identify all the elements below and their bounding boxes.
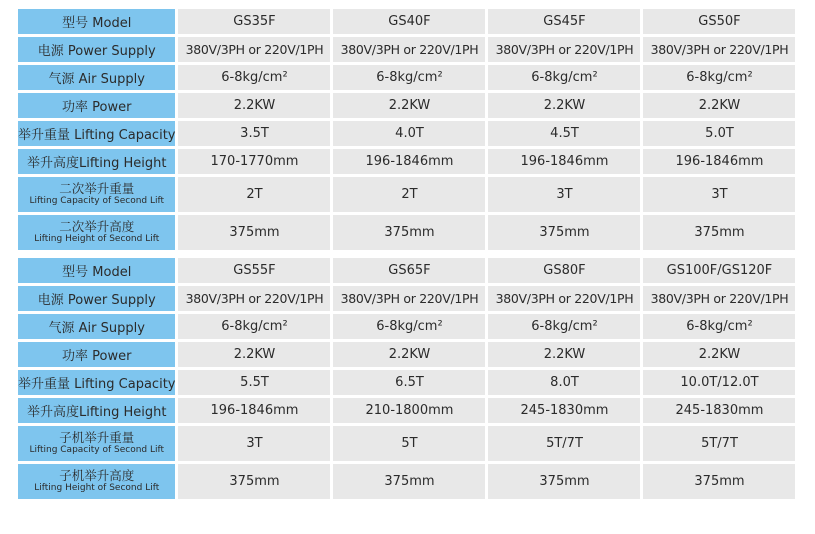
table-body (18, 258, 795, 499)
row-label-sub: Lifting Height of Second Lift (34, 234, 160, 244)
table-cell: 6-8kg/cm² (643, 65, 795, 90)
table-cell: GS50F (643, 9, 795, 34)
table-row (18, 121, 795, 146)
table-cell: 2.2KW (488, 93, 640, 118)
table-cell: 2.2KW (333, 93, 485, 118)
table-cell: GS80F (488, 258, 640, 283)
table-cell: 5T (333, 426, 485, 461)
row-label (18, 177, 175, 212)
table-cell: 196-1846mm (178, 398, 330, 423)
table-cell: 5.5T (178, 370, 330, 395)
row-label-main: 子机举升高度 (59, 468, 135, 483)
table-cell: GS100F/GS120F (643, 258, 795, 283)
table-cell: 210-1800mm (333, 398, 485, 423)
row-label-main: 二次举升重量 (59, 181, 135, 196)
table-cell: 245-1830mm (643, 398, 795, 423)
table-row (18, 370, 795, 395)
table-cell: 380V/3PH or 220V/1PH (333, 286, 485, 311)
table-cell: 2T (178, 177, 330, 212)
spec-table-2 (15, 255, 798, 502)
table-row (18, 314, 795, 339)
table-row (18, 65, 795, 90)
spec-tables (15, 6, 798, 502)
table-cell: 2.2KW (178, 93, 330, 118)
table-cell: 380V/3PH or 220V/1PH (488, 37, 640, 62)
table-cell: 2.2KW (643, 342, 795, 367)
table-row (18, 215, 795, 250)
table-row (18, 9, 795, 34)
table-cell: 375mm (333, 464, 485, 499)
table-row (18, 426, 795, 461)
row-label: 举升重量 Lifting Capacity (18, 370, 175, 395)
table-cell: 6-8kg/cm² (333, 314, 485, 339)
row-label (18, 215, 175, 250)
table-cell: 380V/3PH or 220V/1PH (333, 37, 485, 62)
table-cell: 3T (488, 177, 640, 212)
table-cell: 5.0T (643, 121, 795, 146)
row-label: 举升高度Lifting Height (18, 398, 175, 423)
table-row (18, 286, 795, 311)
row-label: 举升重量 Lifting Capacity (18, 121, 175, 146)
table-cell: 380V/3PH or 220V/1PH (488, 286, 640, 311)
table-cell: 375mm (178, 215, 330, 250)
table-cell: 196-1846mm (488, 149, 640, 174)
table-cell: GS35F (178, 9, 330, 34)
table-cell: 4.0T (333, 121, 485, 146)
table-cell: 380V/3PH or 220V/1PH (178, 286, 330, 311)
row-label: 功率 Power (18, 342, 175, 367)
spec-table-1 (15, 6, 798, 253)
table-cell: 2T (333, 177, 485, 212)
table-cell: 375mm (333, 215, 485, 250)
table-cell: 380V/3PH or 220V/1PH (178, 37, 330, 62)
table-cell: 6-8kg/cm² (643, 314, 795, 339)
table-cell: 5T/7T (488, 426, 640, 461)
table-cell: 375mm (643, 215, 795, 250)
row-label: 举升高度Lifting Height (18, 149, 175, 174)
table-cell: GS40F (333, 9, 485, 34)
table-cell: 6-8kg/cm² (488, 314, 640, 339)
table-cell: GS55F (178, 258, 330, 283)
table-cell: 380V/3PH or 220V/1PH (643, 286, 795, 311)
table-cell: 170-1770mm (178, 149, 330, 174)
table-cell: 375mm (178, 464, 330, 499)
table-cell: 380V/3PH or 220V/1PH (643, 37, 795, 62)
table-cell: 245-1830mm (488, 398, 640, 423)
table-cell: 6-8kg/cm² (178, 65, 330, 90)
table-cell: 375mm (488, 464, 640, 499)
table-cell: GS45F (488, 9, 640, 34)
table-cell: 4.5T (488, 121, 640, 146)
table-cell: 3T (643, 177, 795, 212)
table-cell: GS65F (333, 258, 485, 283)
table-row (18, 37, 795, 62)
table-cell: 375mm (643, 464, 795, 499)
table-row (18, 464, 795, 499)
table-cell: 2.2KW (178, 342, 330, 367)
table-cell: 10.0T/12.0T (643, 370, 795, 395)
table-row (18, 398, 795, 423)
table-cell: 3.5T (178, 121, 330, 146)
table-cell: 2.2KW (333, 342, 485, 367)
table-cell: 2.2KW (488, 342, 640, 367)
table-cell: 5T/7T (643, 426, 795, 461)
row-label-sub: Lifting Capacity of Second Lift (29, 445, 165, 455)
table-cell: 6.5T (333, 370, 485, 395)
row-label-sub: Lifting Height of Second Lift (34, 483, 160, 493)
row-label-sub: Lifting Capacity of Second Lift (29, 196, 165, 206)
row-label (18, 426, 175, 461)
table-cell: 375mm (488, 215, 640, 250)
row-label: 型号 Model (18, 258, 175, 283)
table-cell: 6-8kg/cm² (488, 65, 640, 90)
table-row (18, 149, 795, 174)
table-cell: 196-1846mm (643, 149, 795, 174)
row-label: 气源 Air Supply (18, 65, 175, 90)
table-cell: 3T (178, 426, 330, 461)
row-label (18, 464, 175, 499)
row-label: 功率 Power (18, 93, 175, 118)
row-label: 气源 Air Supply (18, 314, 175, 339)
table-row (18, 258, 795, 283)
table-body (18, 9, 795, 250)
table-row (18, 177, 795, 212)
row-label: 型号 Model (18, 9, 175, 34)
table-cell: 6-8kg/cm² (333, 65, 485, 90)
table-cell: 196-1846mm (333, 149, 485, 174)
row-label-main: 子机举升重量 (59, 430, 135, 445)
row-label: 电源 Power Supply (18, 37, 175, 62)
table-cell: 8.0T (488, 370, 640, 395)
table-row (18, 93, 795, 118)
row-label-main: 二次举升高度 (59, 219, 135, 234)
table-row (18, 342, 795, 367)
row-label: 电源 Power Supply (18, 286, 175, 311)
table-cell: 6-8kg/cm² (178, 314, 330, 339)
table-cell: 2.2KW (643, 93, 795, 118)
